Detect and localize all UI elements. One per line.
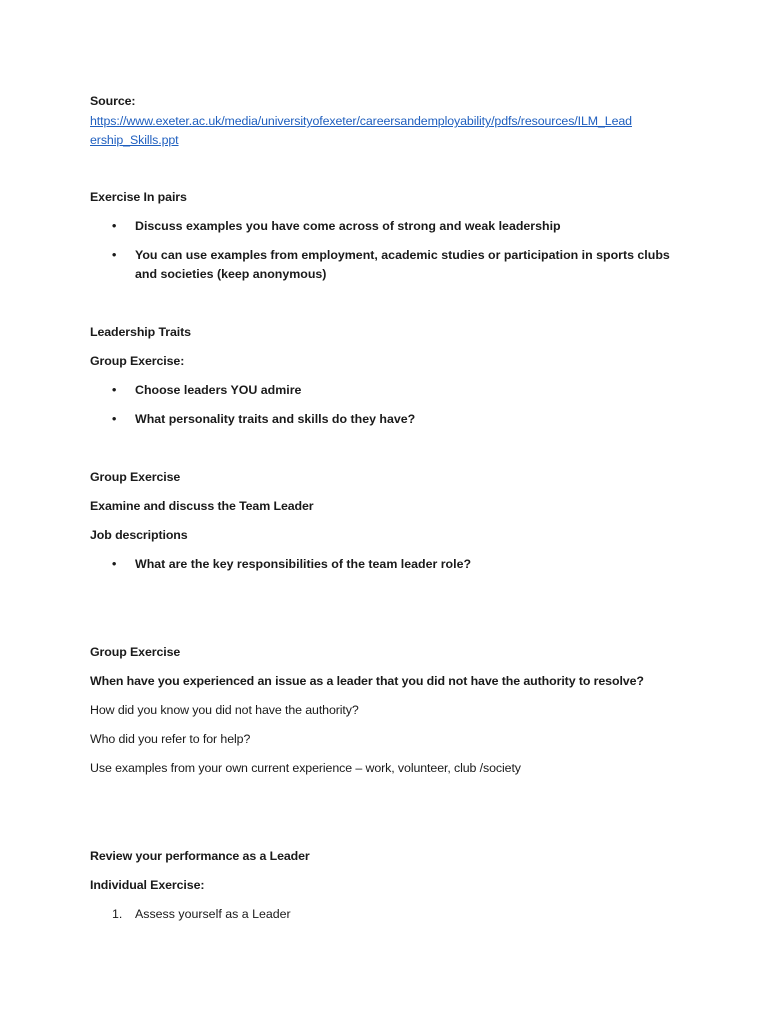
source-link-line2[interactable]: ership_Skills.ppt xyxy=(90,133,179,147)
bullet-icon: • xyxy=(112,248,117,262)
section-heading-exercise-in-pairs: Exercise In pairs xyxy=(90,190,187,204)
section-subheading-group-exercise: Group Exercise: xyxy=(90,354,185,368)
list-item-text: Discuss examples you have come across of strong and weak leadership xyxy=(135,219,561,233)
section3-line2: Job descriptions xyxy=(90,528,188,542)
list-item xyxy=(90,555,690,574)
section4-q4: Use examples from your own current experience – work, volunteer, club /society xyxy=(90,761,521,775)
section4-question: When have you experienced an issue as a leader that you did not have the authority to resolve? xyxy=(90,674,644,688)
list-item xyxy=(90,217,690,236)
source-link-line1[interactable]: https://www.exeter.ac.uk/media/universityofexeter/careersandemployability/pdfs/resources/ILM_Lead xyxy=(90,114,632,128)
bullet-icon: • xyxy=(112,412,117,426)
section5-subheading: Individual Exercise: xyxy=(90,878,205,892)
section4-q2: How did you know you did not have the authority? xyxy=(90,703,359,717)
list-item-text: You can use examples from employment, academic studies or participation in sports clubs and societies (keep anonymous) xyxy=(135,248,670,281)
numbered-list-item xyxy=(90,905,690,924)
list-item-text: What are the key responsibilities of the team leader role? xyxy=(135,557,472,571)
list-item-text: Assess yourself as a Leader xyxy=(135,907,291,921)
list-item-text: What personality traits and skills do they have? xyxy=(135,412,416,426)
section4-q3: Who did you refer to for help? xyxy=(90,732,251,746)
bullet-icon: • xyxy=(112,383,117,397)
list-item xyxy=(90,246,690,284)
section-heading-review-performance: Review your performance as a Leader xyxy=(90,849,310,863)
source-label: Source: xyxy=(90,94,136,108)
section-heading-group-exercise: Group Exercise xyxy=(90,645,181,659)
section3-line1: Examine and discuss the Team Leader xyxy=(90,499,314,513)
list-item-text: Choose leaders YOU admire xyxy=(135,383,302,397)
list-item xyxy=(90,381,690,400)
bullet-icon: • xyxy=(112,557,117,571)
bullet-icon: • xyxy=(112,219,117,233)
list-item xyxy=(90,410,690,429)
section-heading-group-exercise: Group Exercise xyxy=(90,470,181,484)
section-heading-leadership-traits: Leadership Traits xyxy=(90,325,191,339)
list-number: 1. xyxy=(112,907,123,921)
